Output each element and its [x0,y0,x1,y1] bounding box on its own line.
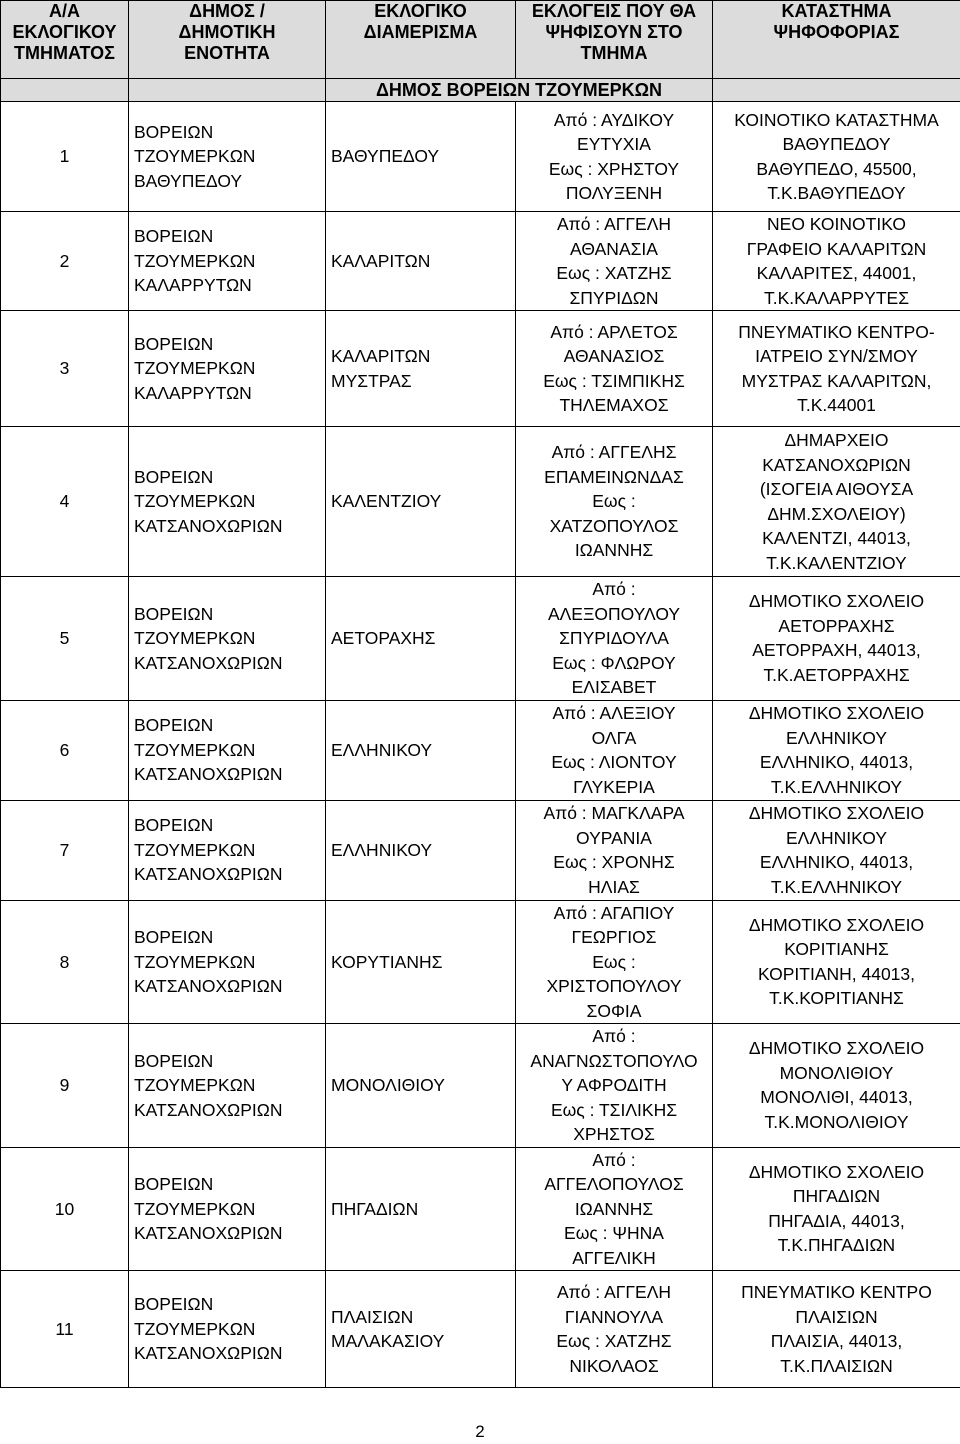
cell-text-line: Από : ΑΓΓΕΛΗΣ [551,442,677,463]
cell-text-line: ΚΑΤΣΑΝΟΧΩΡΙΩΝ [134,976,283,996]
section-number-cell: 7 [1,800,129,900]
cell-text-line: ΔΗΜΑΡΧΕΙΟ [784,430,889,450]
cell-text-line: Εως : ΤΣΙΛΙΚΗΣ [550,1099,678,1120]
header-text-line: ΕΚΛΟΓΙΚΟΥ [12,22,117,42]
cell-text-line: ΔΗΜΟΤΙΚΟ ΣΧΟΛΕΙΟ [748,803,925,823]
electoral-district-cell [326,1147,516,1271]
cell-text-line: Εως : ΧΑΤΖΗΣ [556,1331,672,1351]
cell-text-line: ΕΛΛΗΝΙΚΟ, 44013, [759,852,914,872]
electoral-district-cell [326,800,516,900]
municipal-unit-cell [129,577,326,701]
cell-text-line: ΔΗΜΟΤΙΚΟ ΣΧΟΛΕΙΟ [748,1038,925,1059]
header-text-line: ΨΗΦΟΦΟΡΙΑΣ [773,22,900,42]
cell-text-line: Εως : ΨΗΝΑ [564,1223,664,1243]
electoral-district-cell [326,311,516,427]
cell-text-line: ΑΛΕΞΟΠΟΥΛΟΥ [547,603,681,624]
cell-text-line: ΑΕΤΟΡΑΧΗΣ [331,628,436,648]
header-text-line: ΕΚΛΟΓΙΚΟ [374,1,467,21]
electoral-district-cell [326,700,516,800]
cell-text-line: ΔΗΜΟΤΙΚΟ ΣΧΟΛΕΙΟ [748,591,925,612]
cell-text-line: ΤΗΛΕΜΑΧΟΣ [559,395,669,415]
table-row [1,427,960,577]
voters-range-cell [516,102,713,212]
header-electoral-district [326,1,516,79]
cell-text-line: ΠΛΑΙΣΙΩΝ [331,1306,414,1327]
cell-text-line: ΑΘΑΝΑΣΙΑ [570,238,658,259]
electoral-district-cell [326,102,516,212]
cell-text-line: ΙΑΤΡΕΙΟ ΣΥΝ/ΣΜΟΥ [755,346,918,366]
header-voters-range [516,1,713,79]
cell-text-line: ΧΡΙΣΤΟΠΟΥΛΟΥ [546,976,682,996]
cell-text-line: Από : ΑΛΕΞΙΟΥ [552,703,676,723]
header-text-line: ΤΜΗΜΑ [580,43,648,63]
voters-range-cell [516,1147,713,1271]
cell-text-line: ΒΟΡΕΙΩΝ [134,466,214,487]
municipal-unit-cell [129,102,326,212]
voters-range-cell [516,212,713,311]
cell-text-line: Εως : ΛΙΟΝΤΟΥ [551,752,677,772]
cell-text-line: ΠΛΑΙΣΙΩΝ [795,1306,878,1327]
polling-station-cell [713,427,960,577]
page-number: 2 [475,1422,485,1441]
electoral-district-cell [326,212,516,311]
cell-text-line: ΕΠΑΜΕΙΝΩΝΔΑΣ [544,466,684,487]
polling-station-cell [713,311,960,427]
cell-text-line: ΒΑΘΥΠΕΔΟ, 45500, [756,158,917,179]
cell-text-line: Από : ΜΑΓΚΛΑΡΑ [543,803,685,823]
cell-text-line: ΒΟΡΕΙΩΝ [134,603,214,624]
cell-text-line: ΜΟΝΟΛΙΘΙΟΥ [779,1062,894,1083]
cell-text-line: ΑΓΓΕΛΙΚΗ [572,1247,656,1268]
electoral-district-cell [326,1271,516,1388]
cell-text-line: ΠΛΑΙΣΙΑ, 44013, [770,1331,903,1351]
cell-text-line: Τ.Κ.ΜΟΝΟΛΙΘΙΟΥ [764,1111,909,1132]
cell-text-line: ΓΙΑΝΝΟΥΛΑ [564,1306,664,1327]
cell-text-line: ΠΗΓΑΔΙΩΝ [792,1186,881,1207]
section-number-cell: 8 [1,900,129,1024]
cell-text-line: ΤΖΟΥΜΕΡΚΩΝ [134,250,256,271]
cell-text-line: ΔΗΜ.ΣΧΟΛΕΙΟΥ) [767,503,906,524]
cell-text-line: Από : ΑΥΔΙΚΟΥ [553,109,675,130]
voters-range-cell [516,700,713,800]
cell-text-line: ΑΝΑΓΝΩΣΤΟΠΟΥΛΟ [530,1050,698,1071]
polling-station-cell [713,1024,960,1148]
cell-text-line: ΔΗΜΟΤΙΚΟ ΣΧΟΛΕΙΟ [748,1161,925,1182]
cell-text-line: ΕΛΛΗΝΙΚΟΥ [331,739,433,760]
table-body [1,102,960,1388]
cell-text-line: Τ.Κ.ΕΛΛΗΝΙΚΟΥ [770,876,903,897]
polling-station-cell [713,577,960,701]
table-row [1,1024,960,1148]
cell-text-line: Εως : [592,491,636,512]
polling-station-cell [713,212,960,311]
municipality-title: ΔΗΜΟΣ ΒΟΡΕΙΩΝ ΤΖΟΥΜΕΡΚΩΝ [326,79,713,102]
municipal-unit-cell [129,311,326,427]
cell-text-line: ΓΕΩΡΓΙΟΣ [571,927,657,947]
cell-text-line: ΝΙΚΟΛΑΟΣ [569,1355,659,1376]
section-number-cell: 4 [1,427,129,577]
header-text-line: ΨΗΦΙΣΟΥΝ ΣΤΟ [545,22,683,42]
cell-text-line: ΚΑΤΣΑΝΟΧΩΡΙΩΝ [134,1223,283,1243]
header-municipal-unit [129,1,326,79]
municipal-unit-cell [129,427,326,577]
polling-station-cell [713,1271,960,1388]
polling-station-cell [713,900,960,1024]
cell-text-line: (ΙΣΟΓΕΙΑ ΑΙΘΟΥΣΑ [759,479,914,499]
cell-text-line: Τ.Κ.ΚΑΛΑΡΡΥΤΕΣ [763,287,910,308]
cell-text-line: ΜΥΣΤΡΑΣ ΚΑΛΑΡΙΤΩΝ, [741,370,932,391]
cell-text-line: ΔΗΜΟΤΙΚΟ ΣΧΟΛΕΙΟ [748,703,925,723]
header-section-number [1,1,129,79]
cell-text-line: ΒΟΡΕΙΩΝ [134,1174,214,1194]
municipal-unit-cell [129,212,326,311]
cell-text-line: ΤΖΟΥΜΕΡΚΩΝ [134,1318,256,1339]
cell-text-line: Τ.Κ.ΕΛΛΗΝΙΚΟΥ [770,776,903,797]
header-text-line: ΕΝΟΤΗΤΑ [184,43,270,63]
cell-text-line: ΑΘΑΝΑΣΙΟΣ [563,346,665,366]
cell-text-line: ΟΛΓΑ [591,727,637,748]
cell-text-line: ΚΟΡΙΤΙΑΝΗΣ [784,939,889,960]
polling-station-cell [713,700,960,800]
cell-text-line: ΠΟΛΥΞΕΝΗ [565,183,663,203]
cell-text-line: ΕΛΛΗΝΙΚΟΥ [785,827,888,848]
cell-text-line: ΤΖΟΥΜΕΡΚΩΝ [134,358,256,379]
cell-text-line: ΙΩΑΝΝΗΣ [574,540,654,561]
electoral-district-cell [326,427,516,577]
cell-text-line: Υ ΑΦΡΟΔΙΤΗ [561,1075,667,1095]
header-row [1,1,960,79]
section-number-cell: 3 [1,311,129,427]
section-number-cell: 2 [1,212,129,311]
electoral-district-cell [326,900,516,1024]
voters-range-cell [516,311,713,427]
cell-text-line: ΧΑΤΖΟΠΟΥΛΟΣ [549,515,679,536]
cell-text-line: ΕΥΤΥΧΙΑ [577,134,651,154]
cell-text-line: Τ.Κ.ΚΑΛΕΝΤΖΙΟΥ [766,552,907,573]
cell-text-line: ΤΖΟΥΜΕΡΚΩΝ [134,1075,256,1095]
cell-text-line: ΚΑΛΕΝΤΖΙΟΥ [331,491,442,512]
voters-range-cell [516,1271,713,1388]
cell-text-line: ΕΛΛΗΝΙΚΟΥ [331,839,433,860]
cell-text-line: ΚΑΤΣΑΝΟΧΩΡΙΩΝ [134,1099,283,1120]
cell-text-line: Τ.Κ.ΚΟΡΙΤΙΑΝΗΣ [769,988,904,1009]
cell-text-line: Εως : ΤΣΙΜΠΙΚΗΣ [543,370,685,391]
table-row [1,700,960,800]
cell-text-line: ΤΖΟΥΜΕΡΚΩΝ [134,491,256,512]
cell-text-line: ΓΛΥΚΕΡΙΑ [573,776,655,797]
polling-station-cell [713,102,960,212]
section-number-cell: 10 [1,1147,129,1271]
section-number-cell: 1 [1,102,129,212]
table-row [1,212,960,311]
cell-text-line: ΗΛΙΑΣ [588,876,640,897]
municipal-unit-cell [129,1147,326,1271]
header-text-line: ΔΗΜΟΣ / [189,1,265,21]
cell-text-line: ΒΟΡΕΙΩΝ [134,121,214,142]
section-number-cell: 11 [1,1271,129,1388]
cell-text-line: ΒΟΡΕΙΩΝ [134,333,214,354]
header-text-line: ΔΙΑΜΕΡΙΣΜΑ [363,22,478,42]
cell-text-line: ΜΥΣΤΡΑΣ [331,370,412,391]
table-row [1,311,960,427]
header-polling-station [713,1,960,79]
cell-text-line: ΟΥΡΑΝΙΑ [576,827,652,848]
cell-text-line: ΚΑΤΣΑΝΟΧΩΡΙΩΝ [134,652,283,673]
cell-text-line: ΣΟΦΙΑ [586,1000,642,1021]
cell-text-line: Από : ΑΓΓΕΛΗ [556,1282,672,1302]
cell-text-line: ΔΗΜΟΤΙΚΟ ΣΧΟΛΕΙΟ [748,914,925,935]
cell-text-line: ΚΑΛΑΡΡΥΤΩΝ [134,382,252,403]
cell-text-line: ΒΟΡΕΙΩΝ [134,1294,214,1315]
cell-text-line: ΕΛΛΗΝΙΚΟΥ [785,727,888,748]
cell-text-line: Από : ΑΓΓΕΛΗ [556,214,672,234]
cell-text-line: ΣΠΥΡΙΔΩΝ [569,287,659,308]
cell-text-line: Από : ΑΡΛΕΤΟΣ [550,321,678,342]
electoral-district-cell [326,1024,516,1148]
cell-text-line: ΚΑΤΣΑΝΟΧΩΡΙΩΝ [134,864,283,885]
table-row [1,102,960,212]
cell-text-line: ΚΑΤΣΑΝΟΧΩΡΙΩΝ [134,515,283,536]
cell-text-line: ΤΖΟΥΜΕΡΚΩΝ [134,1198,256,1219]
header-text-line: ΚΑΤΑΣΤΗΜΑ [781,1,892,21]
cell-text-line: ΒΑΘΥΠΕΔΟΥ [782,134,891,154]
cell-text-line: ΚΟΡΙΤΙΑΝΗ, 44013, [757,963,916,984]
cell-text-line: ΤΖΟΥΜΕΡΚΩΝ [134,951,256,972]
municipal-unit-cell [129,700,326,800]
cell-text-line: ΕΛΛΗΝΙΚΟ, 44013, [759,752,914,772]
cell-text-line: Από : [592,1149,636,1170]
cell-text-line: ΚΟΡΥΤΙΑΝΗΣ [331,951,443,972]
cell-text-line: ΚΑΛΑΡΡΥΤΩΝ [134,275,252,296]
cell-text-line: ΚΑΛΑΡΙΤΩΝ [331,250,431,271]
header-text-line: ΕΚΛΟΓΕΙΣ ΠΟΥ ΘΑ [531,1,697,21]
cell-text-line: ΒΟΡΕΙΩΝ [134,1050,214,1071]
cell-text-line: ΚΑΛΑΡΙΤΕΣ, 44001, [756,263,917,283]
cell-text-line: ΧΡΗΣΤΟΣ [573,1124,655,1144]
cell-text-line: Από : [592,579,636,599]
municipal-unit-cell [129,800,326,900]
cell-text-line: Τ.Κ.ΠΛΑΙΣΙΩΝ [780,1355,893,1376]
cell-text-line: Τ.Κ.ΠΗΓΑΔΙΩΝ [777,1235,896,1256]
table-row [1,900,960,1024]
table-row [1,1147,960,1271]
cell-text-line: ΠΝΕΥΜΑΤΙΚΟ ΚΕΝΤΡΟ [741,1282,932,1302]
cell-text-line: ΜΟΝΟΛΙΘΙ, 44013, [760,1087,913,1108]
cell-text-line: Τ.Κ.ΒΑΘΥΠΕΔΟΥ [767,183,906,203]
header-text-line: ΔΗΜΟΤΙΚΗ [178,22,276,42]
municipal-unit-cell [129,1024,326,1148]
cell-text-line: ΒΟΡΕΙΩΝ [134,715,214,736]
cell-text-line: ΕΛΙΣΑΒΕΤ [571,677,657,697]
cell-text-line: Τ.Κ.ΑΕΤΟΡΡΑΧΗΣ [763,664,910,685]
voters-range-cell [516,900,713,1024]
cell-text-line: ΜΟΝΟΛΙΘΙΟΥ [331,1075,445,1095]
cell-text-line: Εως : ΧΡΗΣΤΟΥ [548,158,680,179]
polling-station-cell [713,800,960,900]
municipal-unit-cell [129,900,326,1024]
electoral-district-cell [326,577,516,701]
voters-range-cell [516,800,713,900]
cell-text-line: Εως : ΦΛΩΡΟΥ [552,652,676,673]
header-text-line: ΤΜΗΜΑΤΟΣ [14,43,115,63]
cell-text-line: ΤΖΟΥΜΕΡΚΩΝ [134,739,256,760]
header-text-line: Α/Α [49,1,80,21]
municipal-unit-cell [129,1271,326,1388]
cell-text-line: Από : ΑΓΑΠΙΟΥ [553,902,675,923]
cell-text-line: ΒΑΘΥΠΕΔΟΥ [134,170,243,191]
cell-text-line: Εως : [592,951,636,972]
section-number-cell: 9 [1,1024,129,1148]
table-row [1,577,960,701]
cell-text-line: ΓΡΑΦΕΙΟ ΚΑΛΑΡΙΤΩΝ [746,238,927,259]
cell-text-line: ΒΑΘΥΠΕΔΟΥ [331,146,440,167]
cell-text-line: ΒΟΡΕΙΩΝ [134,815,214,836]
table-row [1,800,960,900]
cell-text-line: ΤΖΟΥΜΕΡΚΩΝ [134,146,256,167]
cell-text-line: ΠΗΓΑΔΙΑ, 44013, [768,1210,905,1231]
polling-station-cell [713,1147,960,1271]
voters-range-cell [516,577,713,701]
table-row [1,1271,960,1388]
cell-text-line: ΑΕΤΟΡΡΑΧΗ, 44013, [752,640,921,661]
cell-text-line: Από : [592,1026,636,1046]
cell-text-line: ΤΖΟΥΜΕΡΚΩΝ [134,839,256,860]
cell-text-line: ΑΓΓΕΛΟΠΟΥΛΟΣ [544,1174,684,1194]
cell-text-line: ΠΝΕΥΜΑΤΙΚΟ ΚΕΝΤΡΟ- [738,321,935,342]
cell-text-line: ΒΟΡΕΙΩΝ [134,927,214,947]
cell-text-line: ΝΕΟ ΚΟΙΝΟΤΙΚΟ [767,214,906,234]
cell-text-line: ΚΑΛΑΡΙΤΩΝ [331,346,431,366]
section-number-cell: 6 [1,700,129,800]
voters-range-cell [516,427,713,577]
cell-text-line: ΣΠΥΡΙΔΟΥΛΑ [559,628,669,648]
cell-text-line: ΙΩΑΝΝΗΣ [574,1198,654,1219]
cell-text-line: ΚΑΤΣΑΝΟΧΩΡΙΩΝ [134,1343,283,1364]
municipality-row [1,79,960,102]
cell-text-line: ΤΖΟΥΜΕΡΚΩΝ [134,628,256,648]
cell-text-line: ΒΟΡΕΙΩΝ [134,226,214,247]
cell-text-line: ΠΗΓΑΔΙΩΝ [331,1198,419,1219]
cell-text-line: ΑΕΤΟΡΡΑΧΗΣ [778,615,895,636]
cell-text-line: ΚΑΤΣΑΝΟΧΩΡΙΩΝ [762,454,911,475]
voters-range-cell [516,1024,713,1148]
section-number-cell: 5 [1,577,129,701]
cell-text-line: ΚΑΛΕΝΤΖΙ, 44013, [762,528,911,548]
cell-text-line: Τ.Κ.44001 [797,395,876,415]
cell-text-line: ΜΑΛΑΚΑΣΙΟΥ [331,1331,445,1351]
cell-text-line: Εως : ΧΡΟΝΗΣ [553,852,675,872]
cell-text-line: ΚΑΤΣΑΝΟΧΩΡΙΩΝ [134,764,283,785]
cell-text-line: ΚΟΙΝΟΤΙΚΟ ΚΑΤΑΣΤΗΜΑ [734,109,939,130]
cell-text-line: Εως : ΧΑΤΖΗΣ [556,263,672,283]
